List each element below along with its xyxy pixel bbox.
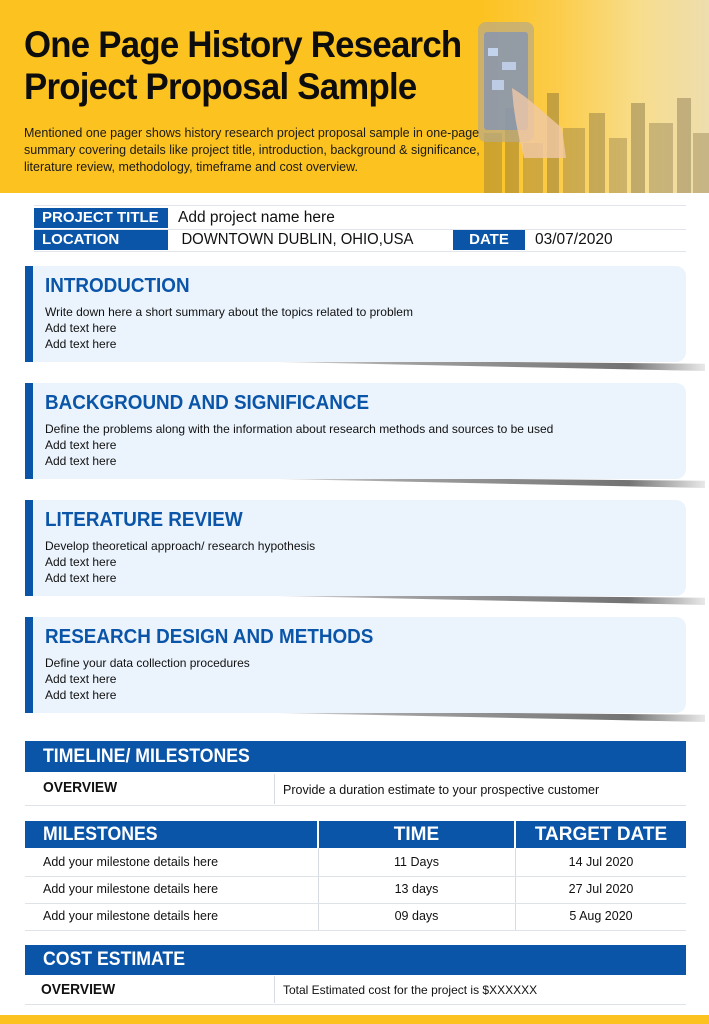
page-title-line-1: One Page History Research [24,24,462,65]
project-title-row [34,208,335,228]
section-accent-bar [25,617,33,713]
section-heading: RESEARCH DESIGN AND METHODS [45,625,374,648]
milestone-detail: Add your milestone details here [43,909,219,923]
info-divider [34,205,686,206]
milestone-target-date: 27 Jul 2020 [568,882,634,896]
page-title-line-2: Project Proposal Sample [24,66,417,107]
location-label: LOCATION [34,230,168,250]
section-heading: INTRODUCTION [45,274,190,297]
date-value: 03/07/2020 [535,231,613,248]
row-divider [25,876,686,877]
section-accent-bar [25,500,33,596]
milestone-time: 11 Days [394,855,439,869]
section-research-design [25,617,686,713]
info-divider [34,251,686,252]
target-date-header-label: TARGET DATE [534,824,668,845]
date-label: DATE [453,230,525,250]
footer-accent-bar [0,1015,709,1024]
section-text: Add text here [45,571,117,585]
milestones-header-label: MILESTONES [43,824,158,845]
page-subtitle [24,125,564,176]
project-title-label: PROJECT TITLE [34,208,168,228]
timeline-heading: TIMELINE/ MILESTONES [43,746,250,767]
overview-divider [274,774,275,804]
location-row [34,230,424,250]
overview-divider [274,976,275,1003]
section-text: Add text here [45,337,117,351]
section-literature-review [25,500,686,596]
date-row [453,230,613,250]
subtitle-line: literature review, methodology, timeframe and cost overview. [24,160,358,174]
section-text: Add text here [45,688,117,702]
timeline-overview-label: OVERVIEW [43,779,118,796]
section-text: Add text here [45,321,117,335]
section-text: Define the problems along with the information about research methods and sources to be used [45,422,554,436]
row-divider [25,930,686,931]
time-header-label: TIME [393,824,440,845]
target-date-column-header [516,821,686,848]
section-text: Add text here [45,454,117,468]
cost-header-band [25,945,686,975]
location-value: DOWNTOWN DUBLIN, OHIO,USA [181,231,414,248]
section-accent-bar [25,266,33,362]
section-heading: LITERATURE REVIEW [45,508,243,531]
section-heading: BACKGROUND AND SIGNIFICANCE [45,391,370,414]
milestone-target-date: 5 Aug 2020 [569,909,633,923]
page-title [24,24,550,108]
milestone-target-date: 14 Jul 2020 [568,855,634,869]
section-text: Add text here [45,438,117,452]
milestone-time: 09 days [394,909,439,923]
section-text: Define your data collection procedures [45,656,250,670]
subtitle-line: summary covering details like project title, introduction, background & significance, [24,143,480,157]
timeline-overview-text: Provide a duration estimate to your prospective customer [283,783,600,797]
timeline-header-band [25,741,686,772]
section-text: Write down here a short summary about the topics related to problem [45,305,413,319]
row-divider [25,805,686,806]
row-divider [25,1004,686,1005]
section-introduction [25,266,686,362]
cost-heading: COST ESTIMATE [43,949,186,970]
cost-overview-text: Total Estimated cost for the project is $XXXXXX [283,983,538,997]
milestones-column-header [25,821,317,848]
project-title-value: Add project name here [178,209,335,226]
section-background-significance [25,383,686,479]
milestone-detail: Add your milestone details here [43,882,219,896]
milestone-detail: Add your milestone details here [43,855,219,869]
section-accent-bar [25,383,33,479]
milestone-time: 13 days [394,882,439,896]
cost-overview-label: OVERVIEW [41,981,116,998]
header-banner [0,0,709,193]
subtitle-line: Mentioned one pager shows history research project proposal sample in one-page [24,126,480,140]
time-column-header [319,821,514,848]
section-text: Develop theoretical approach/ research hypothesis [45,539,316,553]
section-text: Add text here [45,555,117,569]
section-text: Add text here [45,672,117,686]
row-divider [25,903,686,904]
